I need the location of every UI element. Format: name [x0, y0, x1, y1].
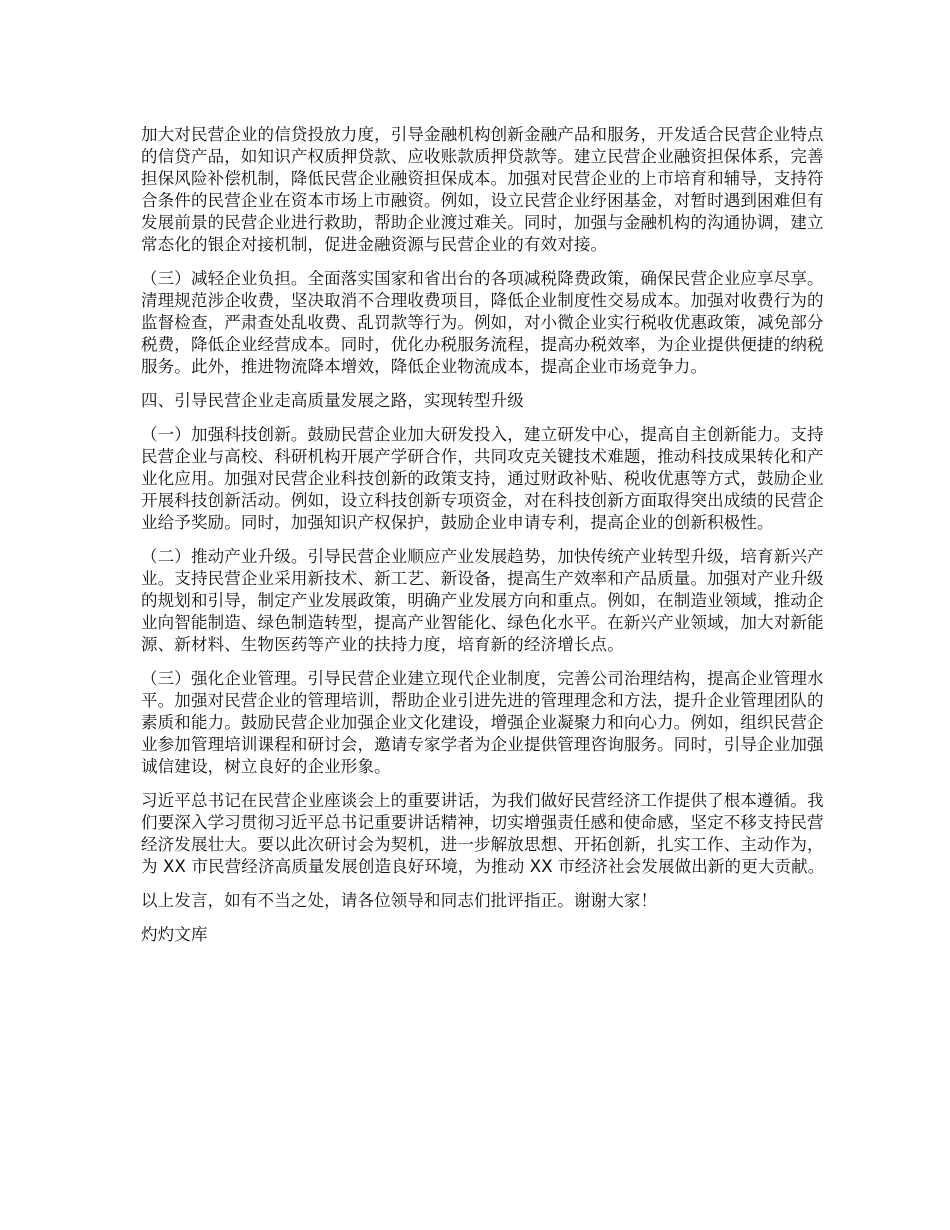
paragraph-conclusion: 习近平总书记在民营企业座谈会上的重要讲话，为我们做好民营经济工作提供了根本遵循。我们要深入学习贯彻习近平总书记重要讲话精神，切实增强责任感和使命感，坚定不移支持民营经济发展壮大。要以此次研讨会为契机，进一步解放思想、开拓创新，扎实工作、主动作为，为 XX 市民营经济高质量发展创造良好环境，为推动 XX 市经济社会发展做出新的更大贡献。: [141, 791, 825, 876]
document-body: [141, 124, 831, 958]
section-heading-four: 四、引导民营企业走高质量发展之路，实现转型升级: [141, 391, 524, 410]
paragraph-industry-upgrade: （二）推动产业升级。引导民营企业顺应产业发展趋势，加快传统产业转型升级，培育新兴产业。支持民营企业采用新技术、新工艺、新设备，提高生产效率和产品质量。加强对产业升级的规划和引导，制定产业发展政策，明确产业发展方向和重点。例如，在制造业领域，推动企业向智能制造、绿色制造转型，提高产业智能化、绿色化水平。在新兴产业领域，加大对新能源、新材料、生物医药等产业的扶持力度，培育新的经济增长点。: [141, 547, 824, 654]
paragraph-tech-innovation: （一）加强科技创新。鼓励民营企业加大研发投入，建立研发中心，提高自主创新能力。支持民营企业与高校、科研机构开展产学研合作，共同攻克关键技术难题，推动科技成果转化和产业化应用。加强对民营企业科技创新的政策支持，通过财政补贴、税收优惠等方式，鼓励企业开展科技创新活动。例如，设立科技创新专项资金，对在科技创新方面取得突出成绩的民营企业给予奖励。同时，加强知识产权保护，鼓励企业申请专利，提高企业的创新积极性。: [141, 425, 824, 532]
paragraph-financing-support: 加大对民营企业的信贷投放力度，引导金融机构创新金融产品和服务，开发适合民营企业特点的信贷产品，如知识产权质押贷款、应收账款质押贷款等。建立民营企业融资担保体系，完善担保风险补偿机制，降低民营企业融资担保成本。加强对民营企业的上市培育和辅导，支持符合条件的民营企业在资本市场上市融资。例如，设立民营企业纾困基金，对暂时遇到困难但有发展前景的民营企业进行救助，帮助企业渡过难关。同时，加强与金融机构的沟通协调，建立常态化的银企对接机制，促进金融资源与民营企业的有效对接。: [141, 125, 824, 254]
paragraph-reduce-burden: （三）减轻企业负担。全面落实国家和省出台的各项减税降费政策，确保民营企业应享尽享。清理规范涉企收费，坚决取消不合理收费项目，降低企业制度性交易成本。加强对收费行为的监督检查，严肃查处乱收费、乱罚款等行为。例如，对小微企业实行税收优惠政策，减免部分税费，降低企业经营成本。同时，优化办税服务流程，提高办税效率，为企业提供便捷的纳税服务。此外，推进物流降本增效，降低企业物流成本，提高企业市场竞争力。: [141, 269, 824, 376]
paragraph-closing-remarks: 以上发言，如有不当之处，请各位领导和同志们批评指正。谢谢大家！: [141, 891, 658, 910]
paragraph-enterprise-management: （三）强化企业管理。引导民营企业建立现代企业制度，完善公司治理结构，提高企业管理水平。加强对民营企业的管理培训，帮助企业引进先进的管理理念和方法，提升企业管理团队的素质和能力。鼓励民营企业加强企业文化建设，增强企业凝聚力和向心力。例如，组织民营企业参加管理培训课程和研讨会，邀请专家学者为企业提供管理咨询服务。同时，引导企业加强诚信建设，树立良好的企业形象。: [141, 669, 824, 776]
source-attribution: 灼灼文库: [141, 925, 208, 944]
